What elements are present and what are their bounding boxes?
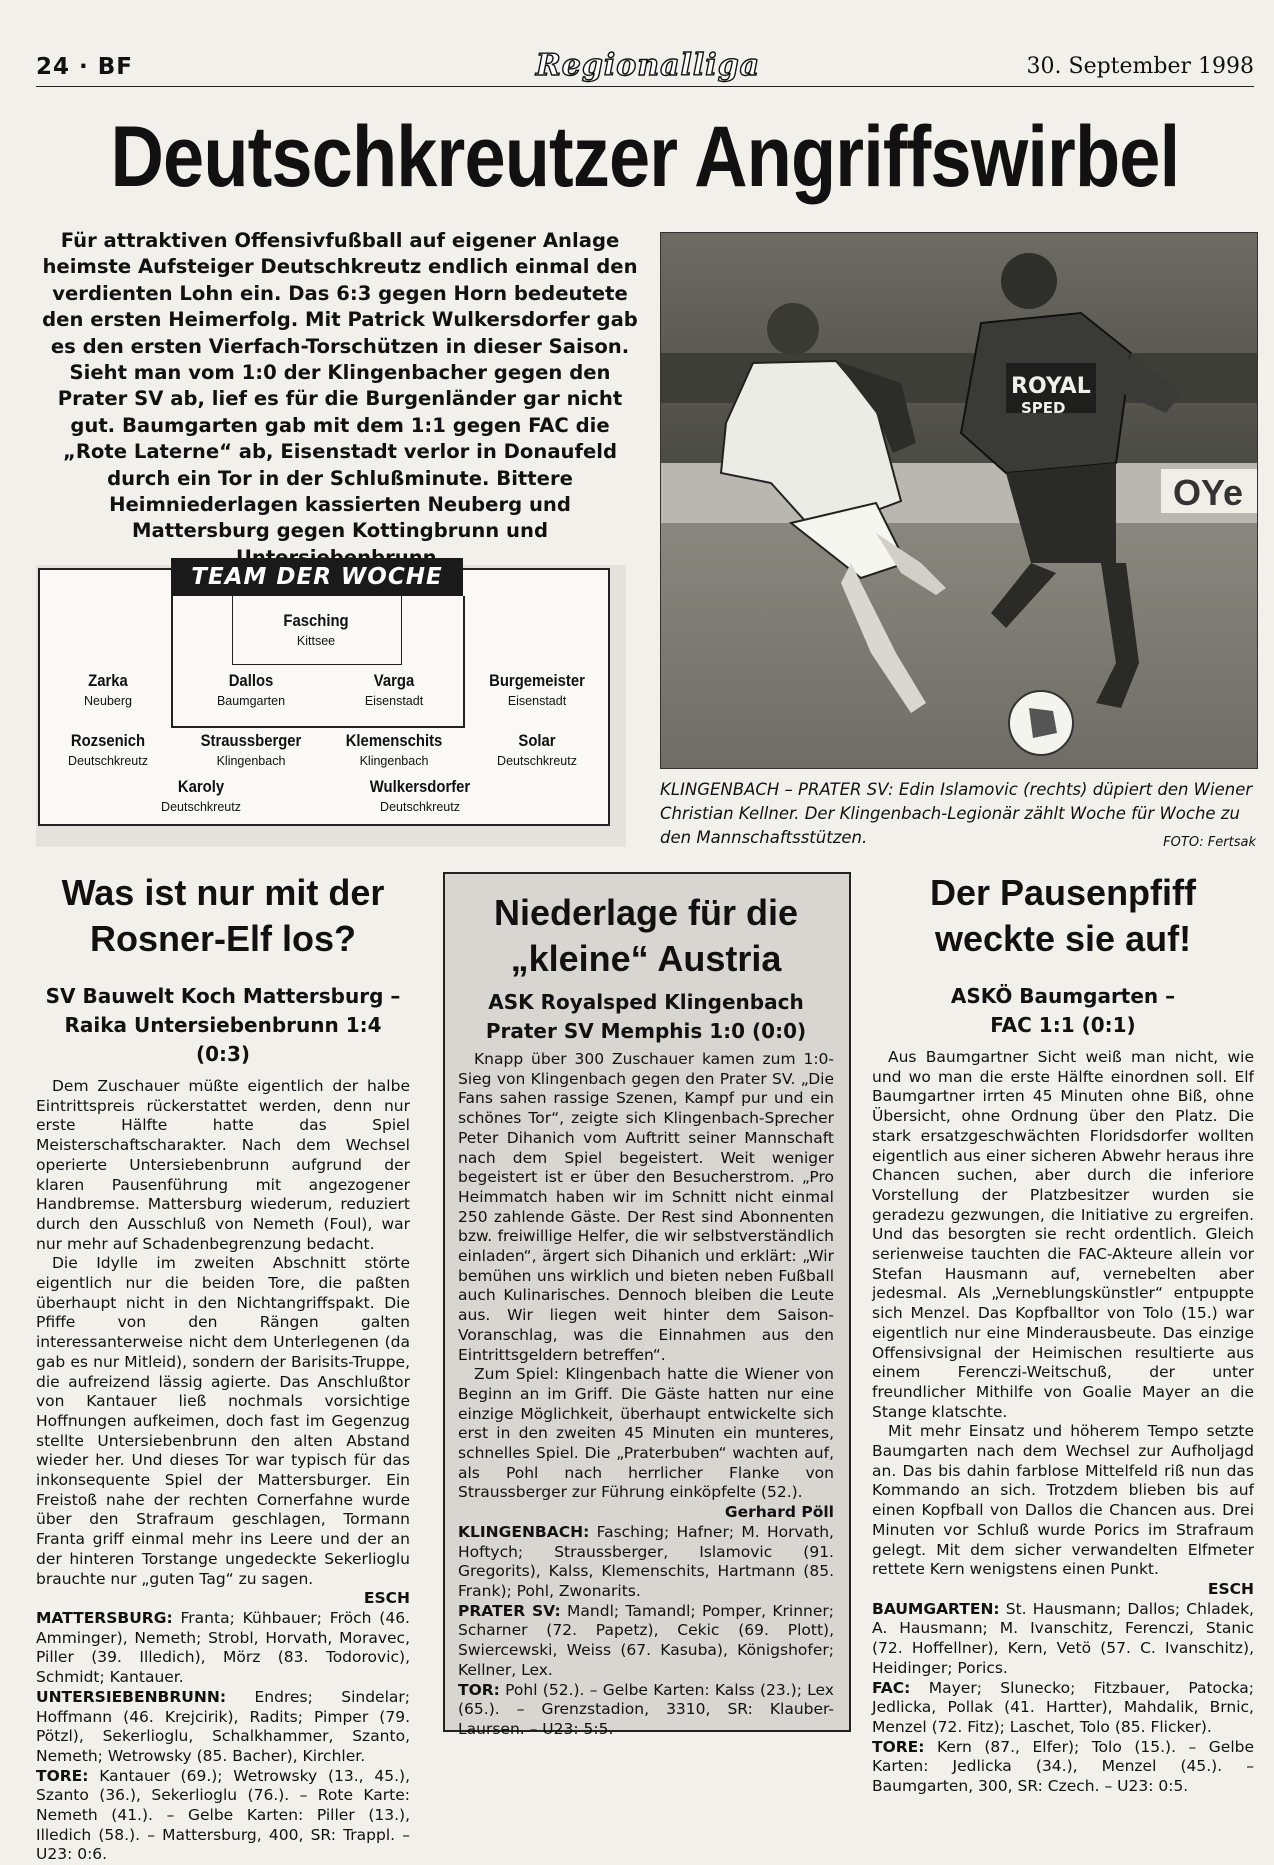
player-midfielder-1: Rozsenich Deutschkreutz: [68, 732, 148, 768]
svg-text:OYe: OYe: [1173, 472, 1244, 513]
player-midfielder-2: Straussberger Klingenbach: [200, 732, 302, 768]
photo-credit: FOTO: Fertsak: [1163, 835, 1256, 850]
team-of-week-title: TEAM DER WOCHE: [171, 558, 463, 596]
lineup-line: KLINGENBACH: Fasching; Hafner; M. Horvath, Hoftych; Straussberger, Islamovic (91. Gregorits), Kalss, Klemenschits, Hartmann (85. Frank); Pohl, Zwonarits.: [458, 1522, 834, 1600]
player-midfielder-3: Klemenschits Klingenbach: [345, 732, 443, 768]
player-defender-2: Dallos Baumgarten: [216, 672, 286, 708]
header-rule: [36, 86, 1254, 87]
article-baumgarten: [872, 870, 1254, 1797]
article-klingenbach: [458, 890, 834, 1740]
svg-text:SPED: SPED: [1021, 399, 1066, 417]
lineup-line: TOR: Pohl (52.). – Gelbe Karten: Kalss (23.); Lex (65.). – Grenzstadion, 3310, SR: Klauber-Laursen. – U23: 5:5.: [458, 1680, 834, 1738]
article-subtitle-2: Raika Untersiebenbrunn 1:4 (0:3): [64, 1013, 382, 1066]
article-paragraph: Dem Zuschauer müßte eigentlich der halbe Eintrittspreis rückerstattet werden, denn nur erste Hälfte hatte das Spiel Meisterschaftscharakter. Nach dem Wechsel operierte Untersiebenbrunn aufgrund der klaren Pausenführung mit angezogener Handbremse. Mattersburg wiederum, reduziert durch den Ausschluß von Nemeth (Foul), war nur mehr auf Schadenbegrenzung bedacht.: [36, 1077, 410, 1253]
article-paragraph: Aus Baumgartner Sicht weiß man nicht, wie und wo man die erste Hälfte einordnen soll. Elf Baumgartner irrten 45 Minuten ohne Biß, ohne Übersicht, ohne Ordnung über den Platz. Die stark ersatzgeschwächten Floridsdorfer wollten eigentlich aus einer sicheren Abwehr heraus ihre Chancen suchen, aber durch die inferiore Vorstellung der Platzbesitzer wurden sie geradezu gezwungen, die Initiative zu ergreifen. Und das besorgten sie recht ordentlich. Gleich serienweise tauchten die FAC-Akteure allein vor Stefan Hausmann auf, vernebelten aber jedesmal. Als „Verneblungskünstler“ entpuppte sich Menzel. Das Kopfballtor von Tolo (15.) war eigentlich nur eine Minderausbeute. Das einzige Offensivsignal der Heimischen resultierte aus einem Ferenczi-Weitschuß, der unter freundlicher Mithilfe von Goalie Mayer an die Stange klatschte.: [872, 1048, 1254, 1421]
lineup-line: UNTERSIEBENBRUNN: Endres; Sindelar; Hoffmann (46. Krejcirik), Radits; Pimper (79. Pötzl), Sekerlioglu, Schalkhammer, Szanto, Nemeth; Wetrowsky (85. Bacher), Kirchler.: [36, 1687, 410, 1765]
photo-caption: [660, 778, 1256, 850]
player-forward-1: Karoly Deutschkreutz: [161, 778, 241, 814]
player-defender-1: Zarka Neuberg: [84, 672, 132, 708]
lineup-line: FAC: Mayer; Slunecko; Fitzbauer, Patocka; Jedlicka, Pollak (41. Hartter), Mahdalik, Brnic, Menzel (72. Fitz); Laschet, Tolo (85. Flicker).: [872, 1678, 1254, 1736]
article-subtitle-2: Prater SV Memphis 1:0 (0:0): [485, 1019, 807, 1043]
article-title: Niederlage für die „kleine“ Austria: [493, 892, 799, 979]
player-defender-3: Varga Eisenstadt: [364, 672, 424, 708]
main-headline: Deutschkreutzer Angriffswirbel: [110, 109, 1180, 205]
caption-text: KLINGENBACH – PRATER SV: Edin Islamovic (rechts) düpiert den Wiener Christian Kellner. Der Klingenbach-Legionär zählt Woche für Woche zu den Mannschaftsstützen.: [660, 780, 1253, 847]
match-photo: [660, 232, 1258, 769]
article-subtitle-1: ASKÖ Baumgarten –: [950, 984, 1176, 1008]
article-paragraph: Mit mehr Einsatz und höherem Tempo setzte Baumgarten nach dem Wechsel zur Aufholjagd an. Das bis dahin farblose Mittelfeld riß nun das Kommando an sich. Trotzdem blieben bis auf einen Kopfball von Dallos die Chancen aus. Drei Minuten vor Schluß wurde Porics im Strafraum gelegt. Mit dem sicher verwandelten Elfmeter rettete Kern wenigstens einen Punkt.: [872, 1422, 1254, 1579]
player-midfielder-4: Solar Deutschkreutz: [497, 732, 577, 768]
photo-illustration: [661, 233, 1257, 768]
article-subtitle-1: ASK Royalsped Klingenbach: [488, 990, 804, 1014]
article-subtitle-2: FAC 1:1 (0:1): [990, 1013, 1136, 1037]
player-goalkeeper: Fasching Kittsee: [283, 612, 349, 648]
lineup-line: BAUMGARTEN: St. Hausmann; Dallos; Chladek, A. Hausmann; M. Ivanschitz, Ferenczi, Stanic (72. Hoffellner), Kern, Vetö (57. C. Ivanschitz), Heidinger; Porics.: [872, 1599, 1254, 1677]
article-paragraph: Knapp über 300 Zuschauer kamen zum 1:0-Sieg von Klingenbach gegen den Prater SV. „Die Fans sahen rassige Szenen, Kampf pur und ein schönes Tor“, zeigte sich Klingenbach-Sprecher Peter Dihanich vom Auftritt seiner Mannschaft nach dem Spiel begeistert. Weit weniger begeistert ist er über den Besucherstrom. „Pro Heimmatch haben wir im Schnitt nicht einmal 250 zahlende Gäste. Der Rest sind Abonnenten bzw. freiwillige Helfer, die wir selbstverständlich einladen“, ärgert sich Dihanich und erklärt: „Wir bemühen uns wirklich und bieten neben Fußball auch Kulinarisches. Dennoch bleiben die Leute aus. Wir liegen weit hinter dem Saison-Voranschlag, was die Einnahmen aus den Eintrittsgeldern betreffen“.: [458, 1050, 834, 1364]
page-number: 24 · BF: [36, 54, 134, 80]
lineup-line: TORE: Kantauer (69.); Wetrowsky (13., 45.), Szanto (36.), Sekerlioglu (76.). – Rote Karte: Nemeth (41.). – Gelbe Karten: Piller (13.), Illedich (58.). – Mattersburg, 400, SR: Trappl. – U23: 0:6.: [36, 1766, 410, 1864]
article-paragraph: Die Idylle im zweiten Abschnitt störte eigentlich nur die beiden Tore, die paßten überhaupt nicht in den Nichtangriffspakt. Die Pfiffe von den Rängen galten interessanterweise nicht dem Unterlegenen (da gab es nur Mitleid), sondern der Barisits-Truppe, die aufreizend lässig agierte. Das Anschlußtor von Kantauer ließ nochmals vorsichtige Hoffnungen aufkeimen, doch fast im Gegenzug stellte Untersiebenbrunn den alten Abstand wieder her. Und dieses Tor war typisch für das inkonsequente Spiel der Mattersburger. Ein Freistoß nahe der rechten Cornerfahne wurde über den Strafraum geschlagen, Tormann Franta griff einmal mehr ins Leere und der an der hinteren Torstange ungedeckte Sekerlioglu brauchte nur „guten Tag“ zu sagen.: [36, 1254, 410, 1588]
lineup-line: MATTERSBURG: Franta; Kühbauer; Fröch (46. Amminger), Nemeth; Strobl, Horvath, Moravec, Piller (39. Illedich), Mörz (83. Todorovic), Schmidt; Kantauer.: [36, 1608, 410, 1687]
issue-date: 30. September 1998: [1026, 54, 1254, 79]
article-author: ESCH: [1207, 1579, 1254, 1598]
intro-text: Für attraktiven Offensivfußball auf eigener Anlage heimste Aufsteiger Deutschkreutz endlich einmal den verdienten Lohn ein. Das 6:3 gegen Horn bedeutete den ersten Heimerfolg. Mit Patrick Wulkersdorfer gab es den ersten Vierfach-Torschützen in dieser Saison. Sieht man vom 1:0 der Klingenbacher gegen den Prater SV ab, lief es für die Burgenländer gar nicht gut. Baumgarten gab mit dem 1:1 gegen FAC die „Rote Laterne“ ab, Eisenstadt verlor in Donaufeld durch ein Tor in der Schlußminute. Bittere Heimniederlagen kassierten Neuberg und Mattersburg gegen Kottingbrunn und: [42, 229, 638, 543]
article-title: Was ist nur mit der Rosner-Elf los?: [61, 872, 385, 959]
article-author: ESCH: [363, 1589, 410, 1608]
player-forward-2: Wulkersdorfer Deutschkreutz: [369, 778, 471, 814]
lineup-line: PRATER SV: Mandl; Tamandl; Pomper, Krinner; Scharner (72. Papetz), Cekic (69. Plott), Swiercewski, Weiss (67. Kasuba), Königshofer; Kellner, Lex.: [458, 1601, 834, 1679]
article-title: Der Pausenpfiff weckte sie auf!: [929, 872, 1197, 959]
article-author: Gerhard Pöll: [724, 1503, 834, 1522]
section-title: Regionalliga: [535, 48, 761, 83]
article-mattersburg: [36, 870, 410, 1865]
article-subtitle-1: SV Bauwelt Koch Mattersburg –: [45, 984, 401, 1008]
player-defender-4: Burgemeister Eisenstadt: [489, 672, 585, 708]
lineup-line: TORE: Kern (87., Elfer); Tolo (15.). – Gelbe Karten: Jedlicka (34.), Menzel (45.). – Baumgarten, 300, SR: Czech. – U23: 0:5.: [872, 1737, 1254, 1796]
svg-text:ROYAL: ROYAL: [1011, 374, 1091, 399]
article-paragraph: Zum Spiel: Klingenbach hatte die Wiener von Beginn an im Griff. Die Gäste hatten nur eine einzige Möglichkeit, überhaupt entwickelte sich erst in den zweiten 45 Minuten ein munteres, schnelles Spiel. Die „Praterbuben“ wachten auf, als Pohl nach herrlicher Flanke von Straussberger zur Führung einköpfelte (52.).: [458, 1365, 834, 1502]
